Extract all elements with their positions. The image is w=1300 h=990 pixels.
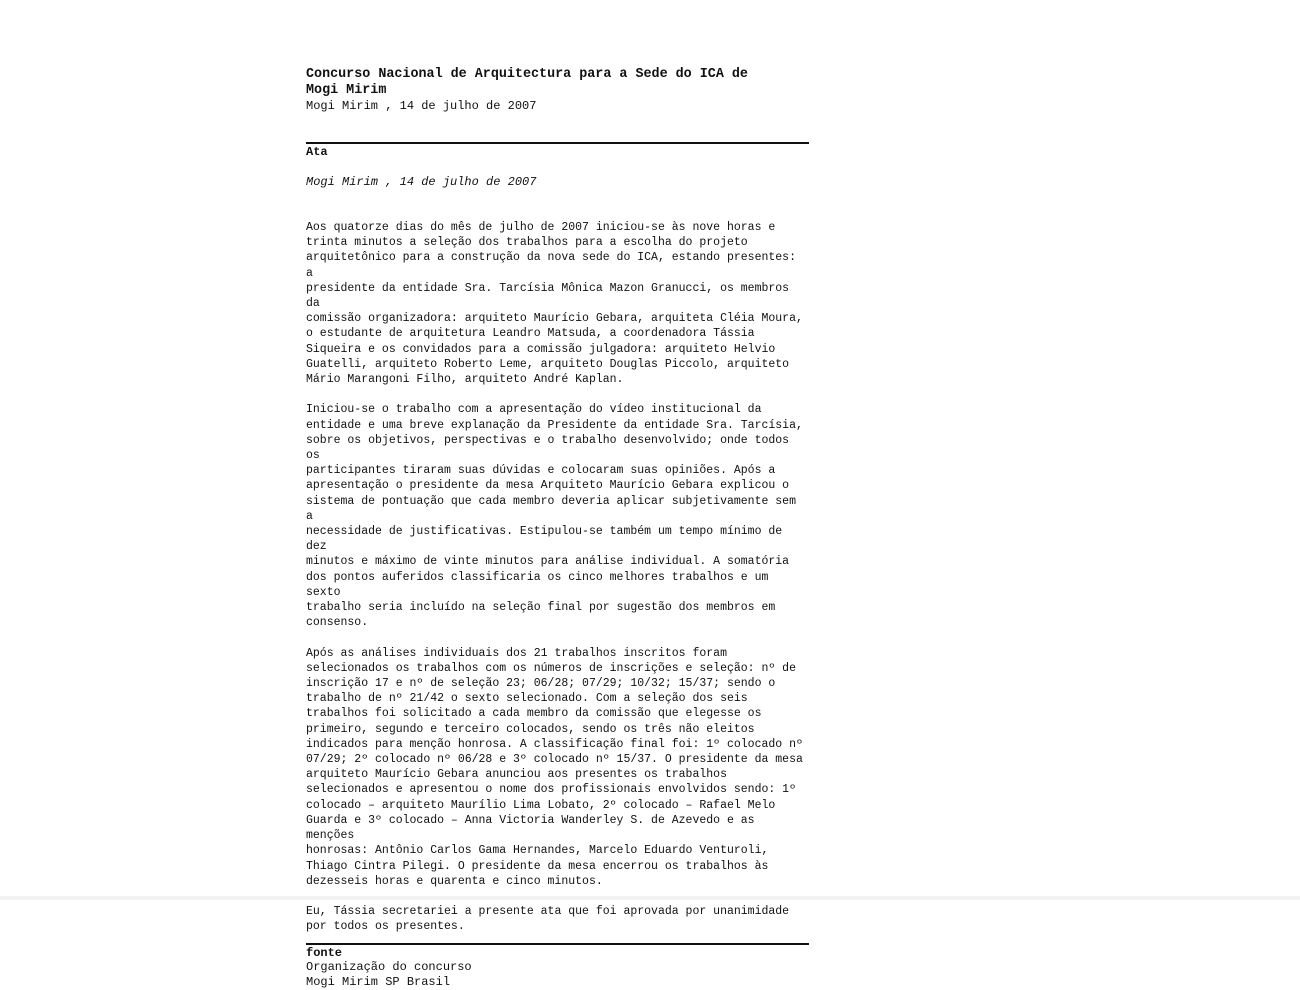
ata-body (306, 220, 809, 935)
header-date: Mogi Mirim , 14 de julho de 2007 (306, 99, 537, 113)
divider-bottom (306, 943, 809, 945)
source-line: Mogi Mirim SP Brasil (306, 974, 451, 989)
ata-paragraph: Aos quatorze dias do mês de julho de 2007 iniciou-se às nove horas e trinta minutos a seleção dos trabalhos para a escolha do projeto arquitetônico para a construção da nova sede do ICA, estando presentes: a presidente da entidade Sra. Tarcísia Mônica Mazon Granucci, os membros da comissão organizadora: arquiteto Maurício Gebara, arquiteta Cléia Moura, o estudante de arquitetura Leandro Matsuda, a coordenadora Tássia Siqueira e os convidados para a comissão julgadora: arquiteto Helvio Guatelli, arquiteto Roberto Leme, arquiteto Douglas Piccolo, arquiteto Mário Marangoni Filho, arquiteto André Kaplan. (306, 221, 803, 387)
ata-paragraph: Iniciou-se o trabalho com a apresentação do vídeo institucional da entidade e uma breve explanação da Presidente da entidade Sra. Tarcísia, sobre os objetivos, perspectivas e o trabalho desenvolvido; onde todos os participantes tiraram suas dúvidas e colocaram suas opiniões. Após a apresentação o presidente da mesa Arquiteto Maurício Gebara explicou o sistema de pontuação que cada membro deveria aplicar subjetivamente sem a necessidade de justificativas. Estipulou-se também um tempo mínimo de dez minutos e máximo de vinte minutos para análise individual. A somatória dos pontos auferidos classificaria os cinco melhores trabalhos e um sexto trabalho seria incluído na seleção final por sugestão dos membros em consenso. (306, 403, 803, 630)
ata-paragraph: Após as análises individuais dos 21 trabalhos inscritos foram selecionados os trabalhos com os números de inscrições e seleção: nº de inscrição 17 e nº de seleção 23; 06/28; 07/29; 10/32; 15/37; sendo o trabalho de nº 21/42 o sexto selecionado. Com a seleção dos seis trabalhos foi solicitado a cada membro da comissão que elegesse os primeiro, segundo e terceiro colocados, sendo os três não eleitos indicados para menção honrosa. A classificação final foi: 1º colocado nº 07/29; 2º colocado nº 06/28 e 3º colocado nº 15/37. O presidente da mesa arquiteto Maurício Gebara anunciou aos presentes os trabalhos selecionados e apresentou o nome dos profissionais envolvidos sendo: 1º colocado – arquiteto Maurílio Lima Lobato, 2º colocado – Rafael Melo Guarda e 3º colocado – Anna Victoria Wanderley S. de Azevedo e as menções honrosas: Antônio Carlos Gama Hernandes, Marcelo Eduardo Venturoli, Thiago Cintra Pilegi. O presidente da mesa encerrou os trabalhos às dezesseis horas e quarenta e cinco minutos. (306, 646, 803, 888)
ata-paragraph: Eu, Tássia secretariei a presente ata que foi aprovada por unanimidade por todos os presentes. (306, 905, 790, 934)
source-label: fonte (306, 945, 343, 960)
page-bottom-edge (0, 896, 1300, 900)
document (306, 67, 809, 990)
ata-label: Ata (306, 145, 328, 159)
document-title: Concurso Nacional de Arquitectura para a Sede do ICA de Mogi Mirim (306, 67, 748, 98)
ata-date: Mogi Mirim , 14 de julho de 2007 (306, 175, 537, 189)
divider-top (306, 142, 809, 144)
source-line: Organização do concurso (306, 959, 472, 974)
